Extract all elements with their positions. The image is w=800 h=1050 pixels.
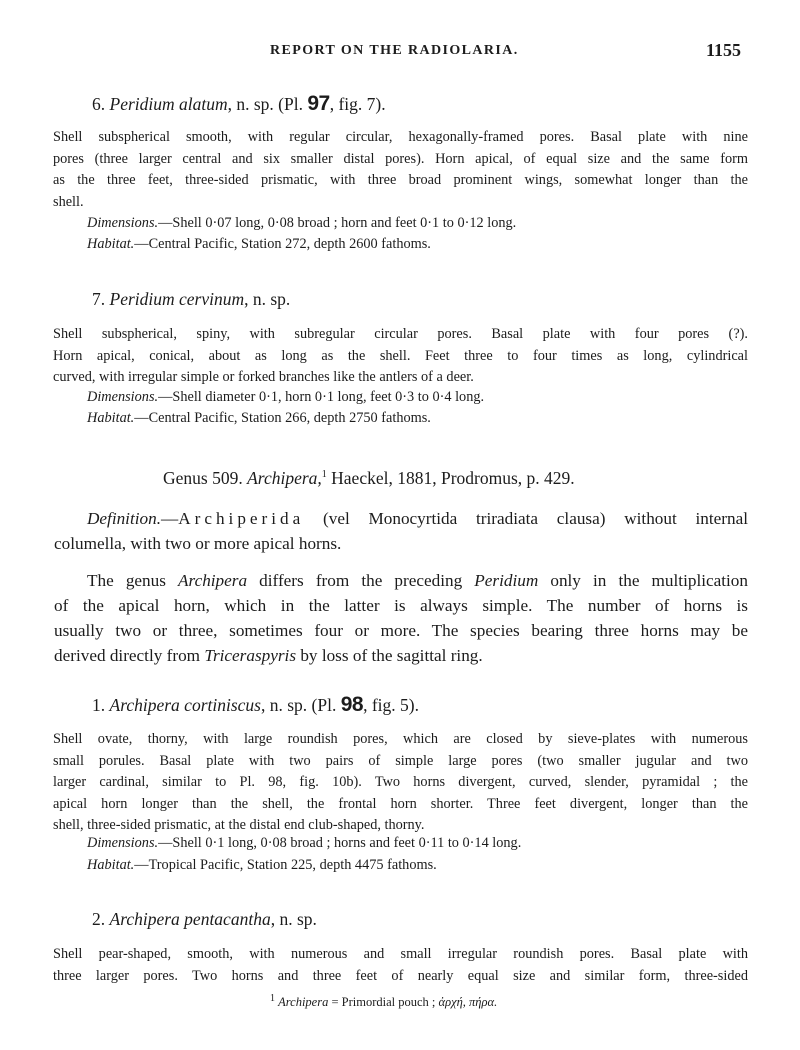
species-suffix: , n. sp. (244, 289, 291, 309)
dimensions-text: —Shell diameter 0·1, horn 0·1 long, feet 0·3 to 0·4 long. (158, 389, 485, 405)
running-header (0, 40, 800, 64)
genus-discussion (54, 568, 748, 668)
description-line: small porules. Basal plate with two pairs of simple large pores (two smaller jugular and two (53, 752, 748, 769)
plate-number: 98 (340, 693, 364, 716)
footnote-mark: 1 (270, 992, 275, 1004)
description-line: apical horn longer than the shell, the frontal horn shorter. Three feet divergent, longer than the (53, 795, 748, 812)
species-suffix: , n. sp. (270, 909, 317, 929)
species-number: 1. (92, 695, 106, 715)
habitat-text: —Tropical Pacific, Station 225, depth 4475 fathoms. (134, 857, 437, 873)
dimensions-label: Dimensions. (87, 215, 159, 231)
description-line: curved, with irregular simple or forked branches like the antlers of a deer. (53, 369, 474, 386)
running-title: REPORT ON THE RADIOLARIA. (270, 43, 519, 58)
dimensions-label: Dimensions. (87, 389, 159, 405)
genus-prefix: Genus 509. (163, 468, 248, 488)
discussion-text: The genus (87, 571, 179, 590)
figure-ref: , fig. 5). (363, 695, 419, 715)
genus-definition (54, 506, 748, 556)
dimensions-text: —Shell 0·1 long, 0·08 broad ; horns and feet 0·11 to 0·14 long. (158, 835, 522, 851)
discussion-line: of the apical horn, which in the latter is always simple. The number of horns is (54, 596, 748, 615)
species-heading-archipera-cortiniscus (92, 693, 419, 717)
habitat-label: Habitat. (87, 410, 135, 426)
species-name: Peridium cervinum (109, 289, 245, 309)
discussion-text: only in the multiplication (538, 571, 748, 590)
discussion-text: by loss of the sagittal ring. (296, 646, 483, 665)
definition-label: Definition. (87, 509, 161, 528)
dimensions-line (87, 389, 484, 406)
page-number: 1155 (706, 40, 742, 60)
description-line: Horn apical, conical, about as long as the shell. Feet three to four times as long, cylindrical (53, 347, 748, 364)
description-line: shell, three-sided prismatic, at the distal end club-shaped, thorny. (53, 817, 425, 834)
discussion-genus: Archipera (178, 571, 248, 590)
discussion-genus: Peridium (474, 571, 539, 590)
species-suffix: , n. sp. (Pl. (227, 94, 308, 114)
description-line: Shell pear-shaped, smooth, with numerous and small irregular roundish pores. Basal plate with (53, 946, 748, 962)
description-line: three larger pores. Two horns and three feet of nearly equal size and similar form, three-sided (53, 967, 748, 984)
species-suffix: , n. sp. (Pl. (260, 695, 341, 715)
discussion-line (54, 643, 748, 668)
habitat-text: —Central Pacific, Station 272, depth 2600 fathoms. (134, 236, 431, 252)
dimensions-label: Dimensions. (87, 835, 159, 851)
species-number: 2. (92, 909, 106, 929)
habitat-label: Habitat. (87, 236, 135, 252)
genus-heading (163, 468, 575, 489)
description-line: pores (three larger central and six smaller distal pores). Horn apical, of equal size and the same form (53, 150, 748, 167)
species-heading-archipera-pentacantha (92, 909, 317, 930)
discussion-genus: Triceraspyris (204, 646, 297, 665)
species-name: Archipera pentacantha (109, 909, 271, 929)
footnote (270, 992, 498, 1010)
description-line: Shell subspherical smooth, with regular circular, hexagonally-framed pores. Basal plate with nine (53, 129, 748, 145)
definition-line (87, 506, 748, 531)
footnote-mark: 1 (321, 469, 327, 481)
genus-suffix: Haeckel, 1881, Prodromus, p. 429. (326, 468, 575, 488)
definition-dash: — (161, 509, 179, 528)
definition-family: Archiperida (178, 509, 305, 528)
genus-name: Archipera, (247, 468, 322, 488)
species-number: 7. (92, 289, 106, 309)
definition-rest: (vel Monocyrtida triradiata clausa) without internal (304, 509, 748, 528)
dimensions-text: —Shell 0·07 long, 0·08 broad ; horn and feet 0·1 to 0·12 long. (158, 215, 517, 231)
description-line: larger cardinal, similar to Pl. 98, fig. 10b). Two horns divergent, curved, slender, pyramidal ; the (53, 774, 748, 791)
habitat-line (87, 236, 431, 253)
habitat-text: —Central Pacific, Station 266, depth 2750 fathoms. (134, 410, 431, 426)
footnote-term: Archipera (278, 995, 329, 1009)
definition-line: columella, with two or more apical horns. (54, 534, 342, 553)
description-line: Shell subspherical, spiny, with subregular circular pores. Basal plate with four pores (?). (53, 326, 748, 342)
dimensions-line (87, 215, 516, 232)
species-heading-peridium-alatum (92, 92, 386, 116)
species-name: Peridium alatum (109, 94, 228, 114)
habitat-label: Habitat. (87, 857, 135, 873)
discussion-text: derived directly from (54, 646, 205, 665)
habitat-line (87, 410, 431, 427)
plate-number: 97 (307, 92, 330, 115)
dimensions-line (87, 835, 521, 852)
discussion-line: usually two or three, sometimes four or more. The species bearing three horns may be (54, 621, 748, 640)
species-description (53, 729, 748, 837)
description-line: shell. (53, 193, 84, 210)
footnote-greek: ἀρχή, πήρα. (438, 995, 498, 1009)
footnote-text: = Primordial pouch ; (328, 995, 439, 1009)
habitat-line (87, 857, 437, 874)
discussion-text: differs from the preceding (247, 571, 475, 590)
discussion-line (87, 568, 748, 593)
figure-ref: , fig. 7). (329, 94, 386, 114)
description-line: as the three feet, three-sided prismatic, with three broad prominent wings, somewhat longer than the (53, 172, 748, 189)
species-number: 6. (92, 94, 106, 114)
species-description (53, 944, 748, 987)
description-line: Shell ovate, thorny, with large roundish pores, which are closed by sieve-plates with numerous (53, 731, 748, 747)
species-description (53, 324, 748, 389)
species-name: Archipera cortiniscus (109, 695, 261, 715)
species-description (53, 127, 748, 213)
species-heading-peridium-cervinum (92, 289, 290, 310)
